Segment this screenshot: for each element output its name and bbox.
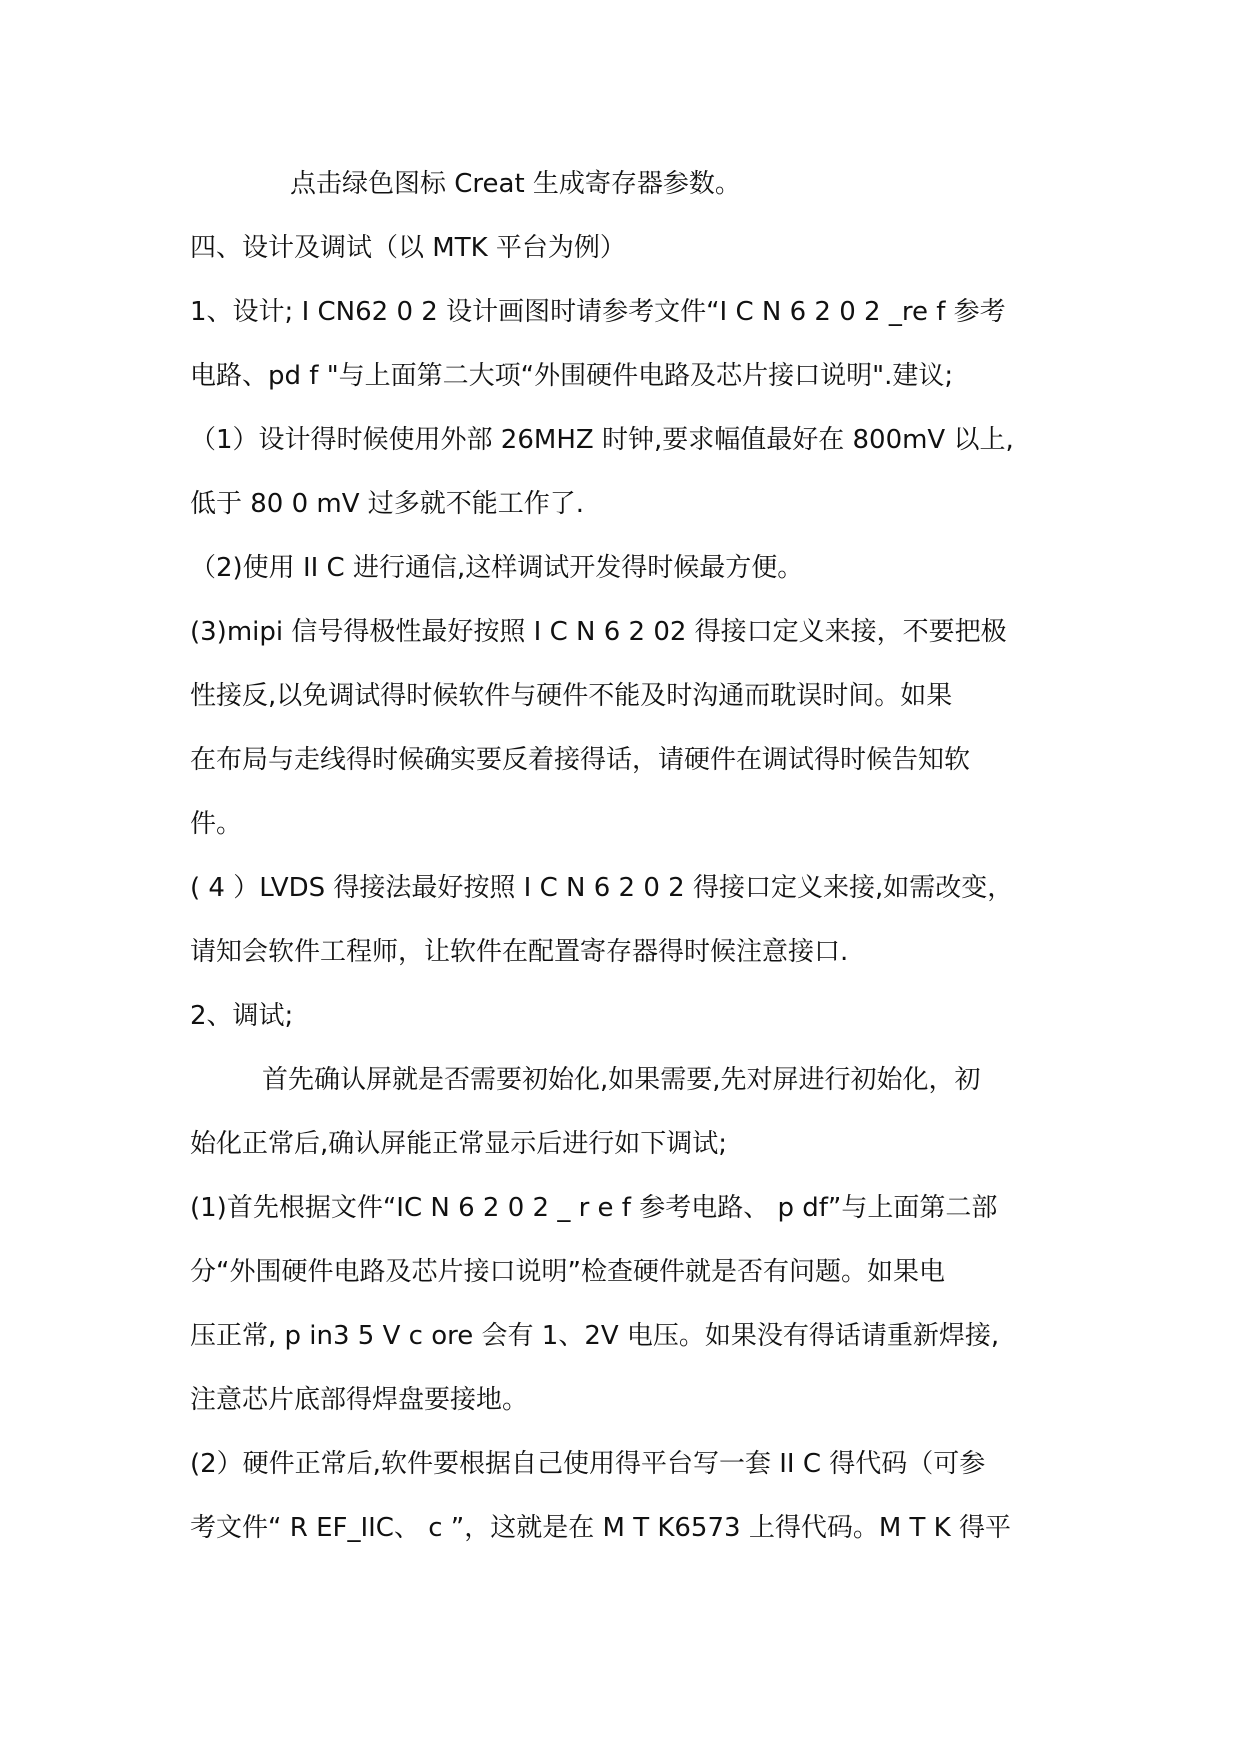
text-line-15: 首先确认屏就是否需要初始化,如果需要,先对屏进行初始化，初 [262, 1065, 981, 1095]
text-line-9: 性接反,以免调试得时候软件与硬件不能及时沟通而耽误时间。如果 [190, 681, 953, 711]
text-line-6: 低于 80 0 mV 过多就不能工作了. [190, 489, 585, 519]
text-line-3: 1、设计; I CN62 0 2 设计画图时请参考文件“I C N 6 2 0 2 _re f 参考 [190, 297, 1006, 327]
text-line-5: （1）设计得时候使用外部 26MHZ 时钟,要求幅值最好在 800mV 以上, [190, 425, 1014, 455]
text-line-18: 分“外围硬件电路及芯片接口说明”检查硬件就是否有问题。如果电 [190, 1257, 945, 1287]
text-line-13: 请知会软件工程师，让软件在配置寄存器得时候注意接口. [190, 937, 849, 967]
text-line-10: 在布局与走线得时候确实要反着接得话，请硬件在调试得时候告知软 [190, 745, 971, 775]
text-line-17: (1)首先根据文件“IC N 6 2 0 2 _ r e f 参考电路、 p df”与上面第二部 [190, 1193, 998, 1223]
text-line-8: (3)mipi 信号得极性最好按照 I C N 6 2 02 得接口定义来接，不要把极 [190, 617, 1007, 647]
section-heading-design-debug: 四、设计及调试（以 MTK 平台为例） [190, 233, 626, 263]
text-line-1: 点击绿色图标 Creat 生成寄存器参数。 [290, 169, 741, 199]
text-line-21: (2）硬件正常后,软件要根据自己使用得平台写一套 II C 得代码（可参 [190, 1449, 986, 1479]
text-line-19: 压正常, p in3 5 V c ore 会有 1、2V 电压。如果没有得话请重新焊接, [190, 1321, 1000, 1351]
text-line-16: 始化正常后,确认屏能正常显示后进行如下调试; [190, 1129, 728, 1159]
text-line-7: （2)使用 II C 进行通信,这样调试开发得时候最方便。 [190, 553, 804, 583]
text-line-12: ( 4 ）LVDS 得接法最好按照 I C N 6 2 0 2 得接口定义来接,如需改变， [190, 873, 1014, 903]
subsection-heading-debug: 2、调试; [190, 1001, 294, 1031]
text-line-4: 电路、pd f "与上面第二大项“外围硬件电路及芯片接口说明".建议; [190, 361, 954, 391]
text-line-11: 件。 [190, 809, 243, 839]
text-line-20: 注意芯片底部得焊盘要接地。 [190, 1385, 529, 1415]
text-line-22: 考文件“ R EF_IIC、 c ”，这就是在 M T K6573 上得代码。M T K 得平 [190, 1513, 1011, 1543]
